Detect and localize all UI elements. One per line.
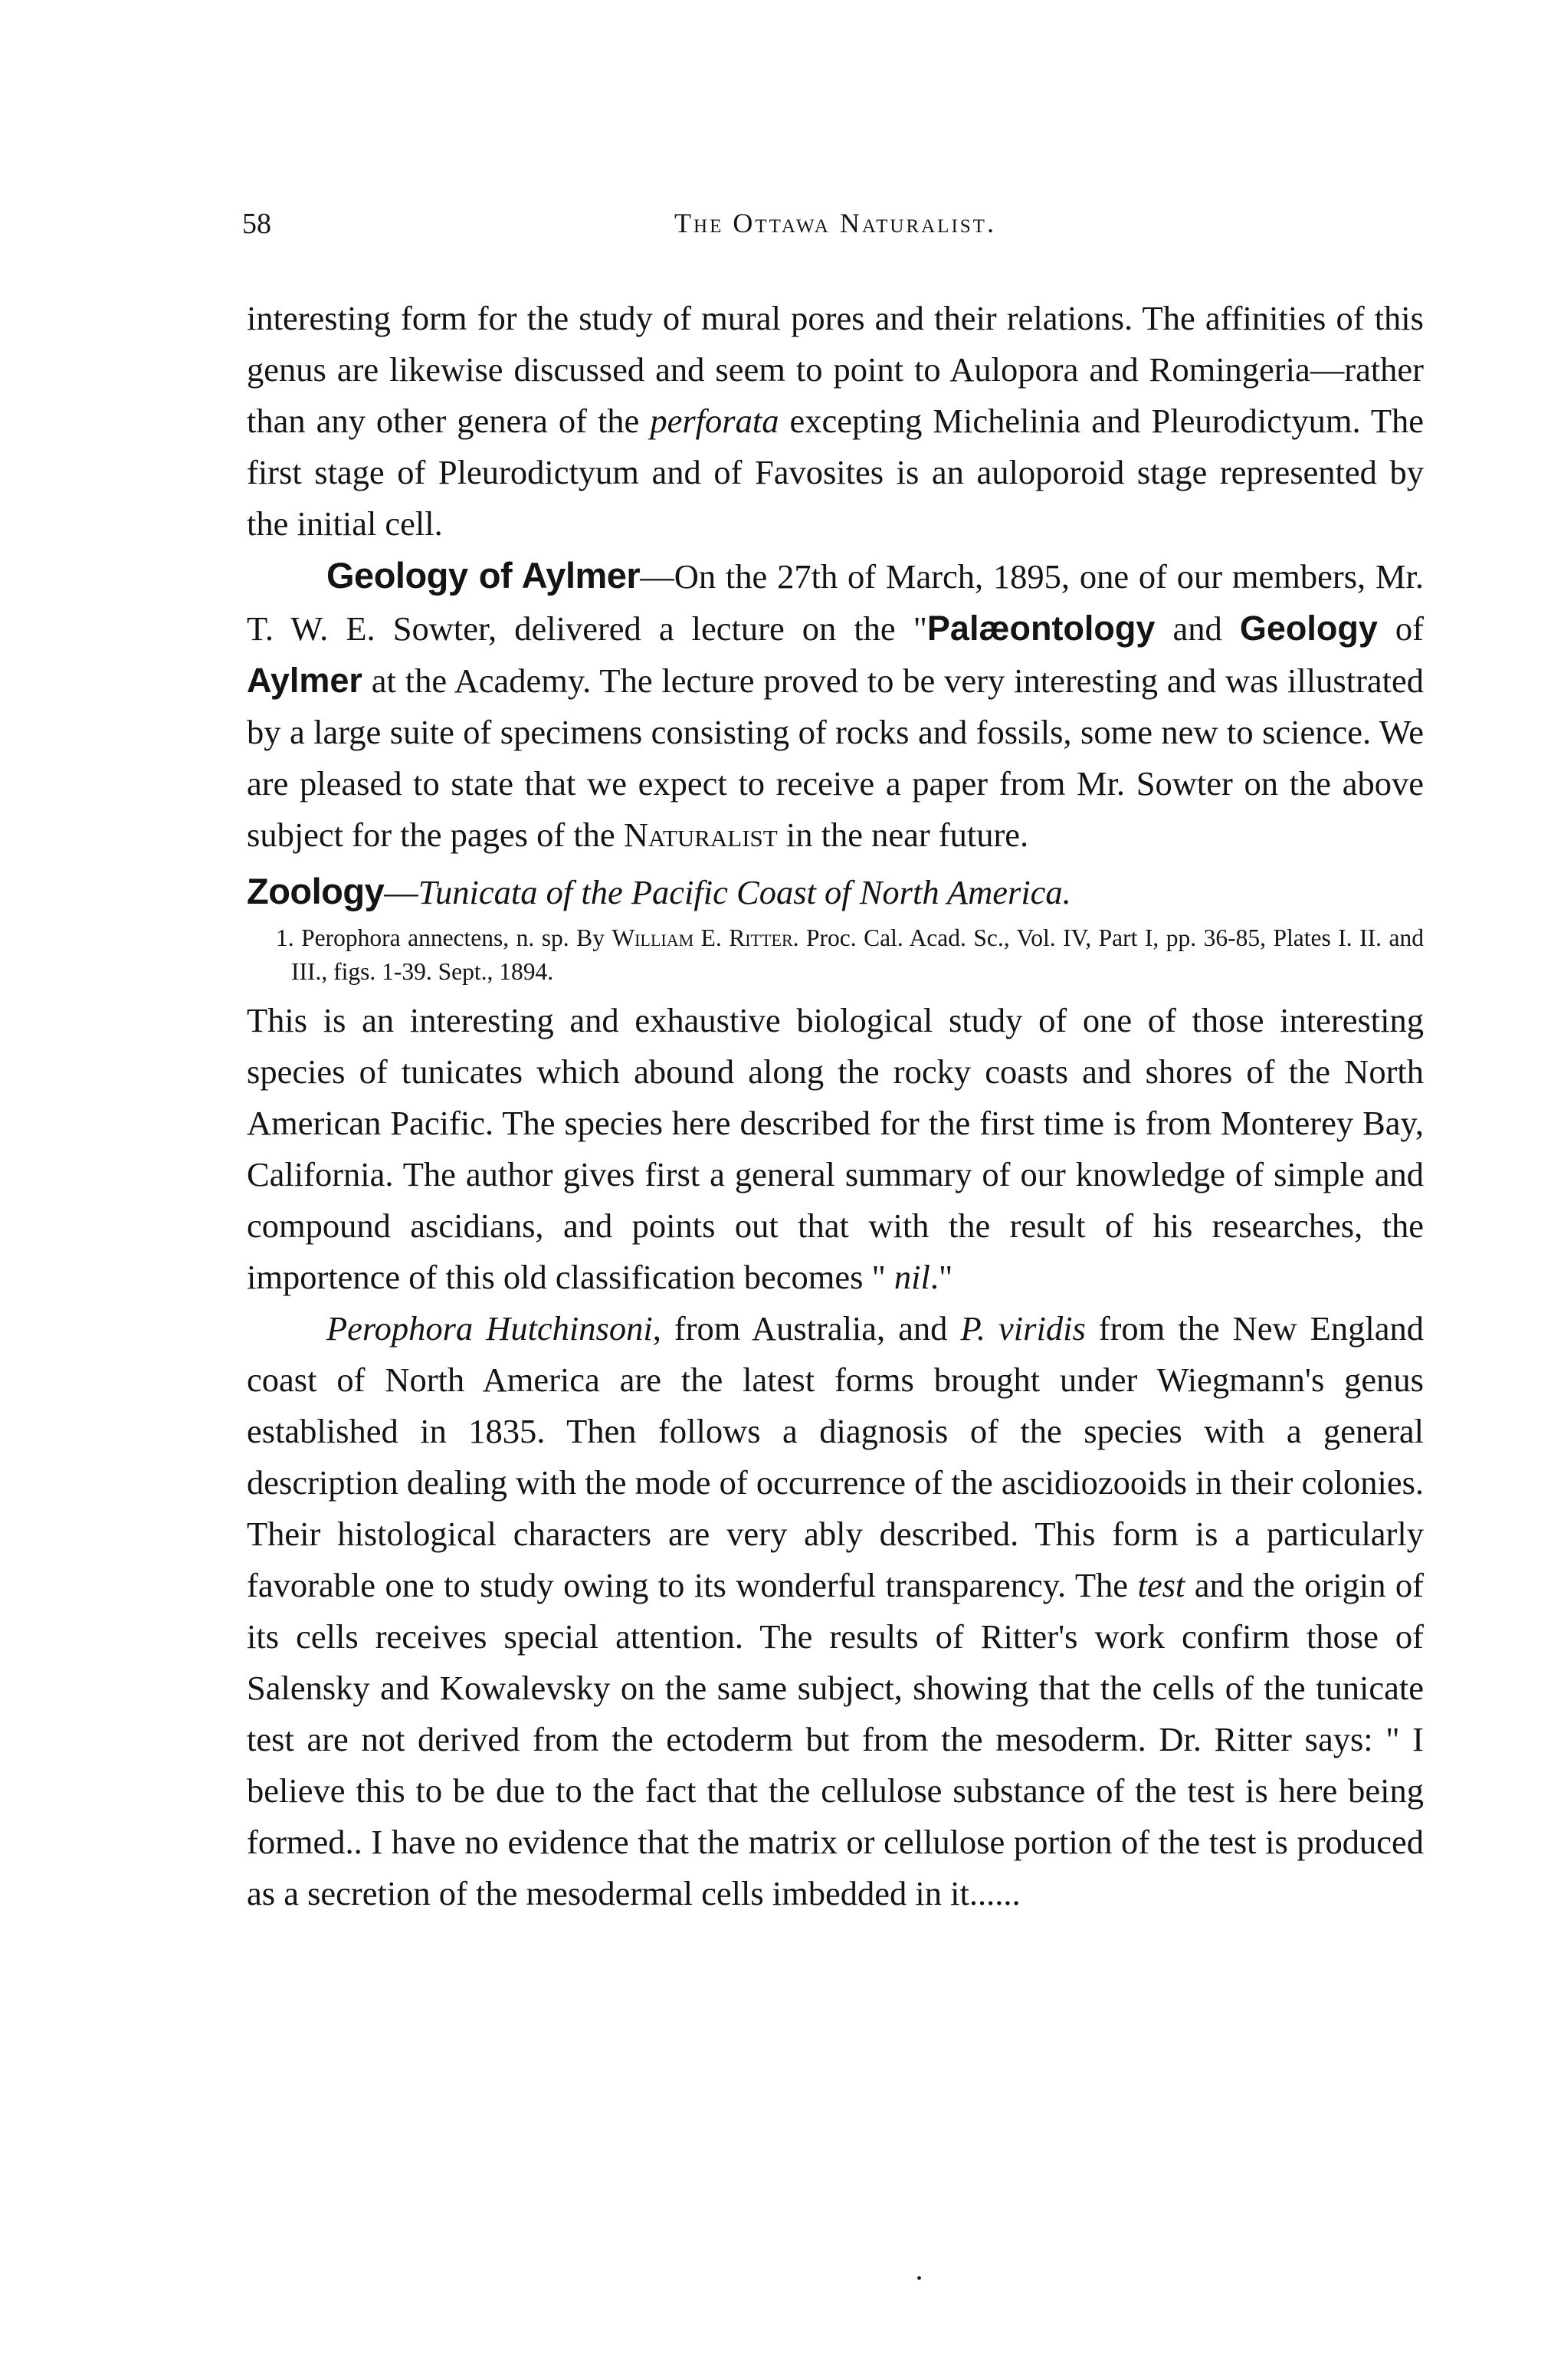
zoology-p2-test: test (1137, 1566, 1185, 1604)
zoology-paragraph-2 (247, 1303, 1424, 1919)
geology-term: Geology (1239, 609, 1378, 648)
zoology-p2-text-2: from the New England coast of North America are the latest forms brought under Wiegmann's genus established in 1835. Then follows a diagnosis of the species with a general description dealing with the mode of occurrence of the ascidiozooids in their colonies. Their histological characters are very ably described. This form is a particularly favorable one to study owing to its wonderful transparency. The (247, 1309, 1425, 1604)
bibliographic-reference (247, 921, 1424, 989)
reference-text-1: 1. Perophora annectens, n. sp. By (276, 924, 612, 951)
reference-author: William E. Ritter (612, 924, 793, 951)
footer-mark: • (916, 2270, 923, 2287)
zoology-p2-species-2: P. viridis (960, 1309, 1086, 1348)
zoology-heading: Zoology (247, 871, 385, 911)
zoology-p1-text-2: ." (930, 1258, 953, 1296)
zoology-p2-text-1: , from Australia, and (652, 1309, 961, 1348)
zoology-paragraph-1 (247, 995, 1424, 1303)
journal-title: The Ottawa Naturalist. (674, 208, 996, 238)
intro-paragraph (247, 293, 1424, 550)
geology-naturalist: Naturalist (623, 816, 778, 854)
zoology-heading-line (247, 865, 1424, 918)
geology-and: and (1155, 609, 1240, 648)
zoology-p1-nil: nil (893, 1258, 930, 1296)
geology-heading: Geology of Aylmer (326, 555, 641, 596)
zoology-subtitle: Tunicata of the Pacific Coast of North America. (418, 873, 1071, 911)
zoology-p1-text-1: This is an interesting and exhaustive biological study of one of those interesting species of tunicates which abound along the rocky coasts and shores of the North American Pacific. The species here described for the first time is from Monterey Bay, California. The author gives first a general summary of our knowledge of simple and compound ascidians, and points out that with the result of his researches, the importence of this old classification becomes " (247, 1001, 1424, 1296)
page-body (242, 207, 1425, 1919)
geology-text-2: at the Academy. The lecture proved to be very interesting and was illustrated by a large suite of specimens consisting of rocks and fossils, some new to science. We are pleased to state that we expect to receive a paper from Mr. Sowter on the above subject for the pages of the (247, 661, 1424, 854)
geology-text-3: in the near future. (777, 816, 1029, 854)
zoology-dash: — (384, 873, 418, 911)
geology-aylmer: Aylmer (247, 661, 362, 700)
running-head (242, 207, 1424, 261)
geology-paragraph (247, 550, 1424, 861)
intro-perforata: perforata (650, 402, 779, 440)
zoology-p2-species-1: Perophora Hutchinsoni (326, 1309, 653, 1348)
intro-text-1: interesting form for the study of mural pores and their relations. The affinities of this genus are likewise discussed and seem to point to Aulopora and Romingeria—rather than any other genera of the (247, 299, 1424, 440)
intro-text-2: excepting Michelinia and Pleurodictyum. The first stage of Pleurodictyum and of Favosites is an auloporoid stage represented by the initial cell. (247, 402, 1424, 543)
geology-of: of (1377, 609, 1424, 648)
zoology-p2-text-3: and the origin of its cells receives special attention. The results of Ritter's work confirm those of Salensky and Kowalevsky on the same subject, showing that the cells of the tunicate test are not derived from the ectoderm but from the mesoderm. Dr. Ritter says: " I believe this to be due to the fact that the cellulose substance of the test is here being formed.. I have no evidence that the matrix or cellulose portion of the test is produced as a secretion of the mesodermal cells imbedded in it...... (247, 1566, 1424, 1912)
reference-text-2: . Proc. Cal. Acad. Sc., Vol. IV, Part I, pp. 36-85, Plates I. II. and III., figs. 1-39. Sept., 1894. (291, 924, 1424, 985)
page-number: 58 (242, 208, 271, 240)
geology-text-1: —On the 27th of March, 1895, one of our members, Mr. T. W. E. Sowter, delivered a lecture on the " (247, 557, 1425, 648)
geology-palaeontology: Palæontology (926, 609, 1156, 648)
